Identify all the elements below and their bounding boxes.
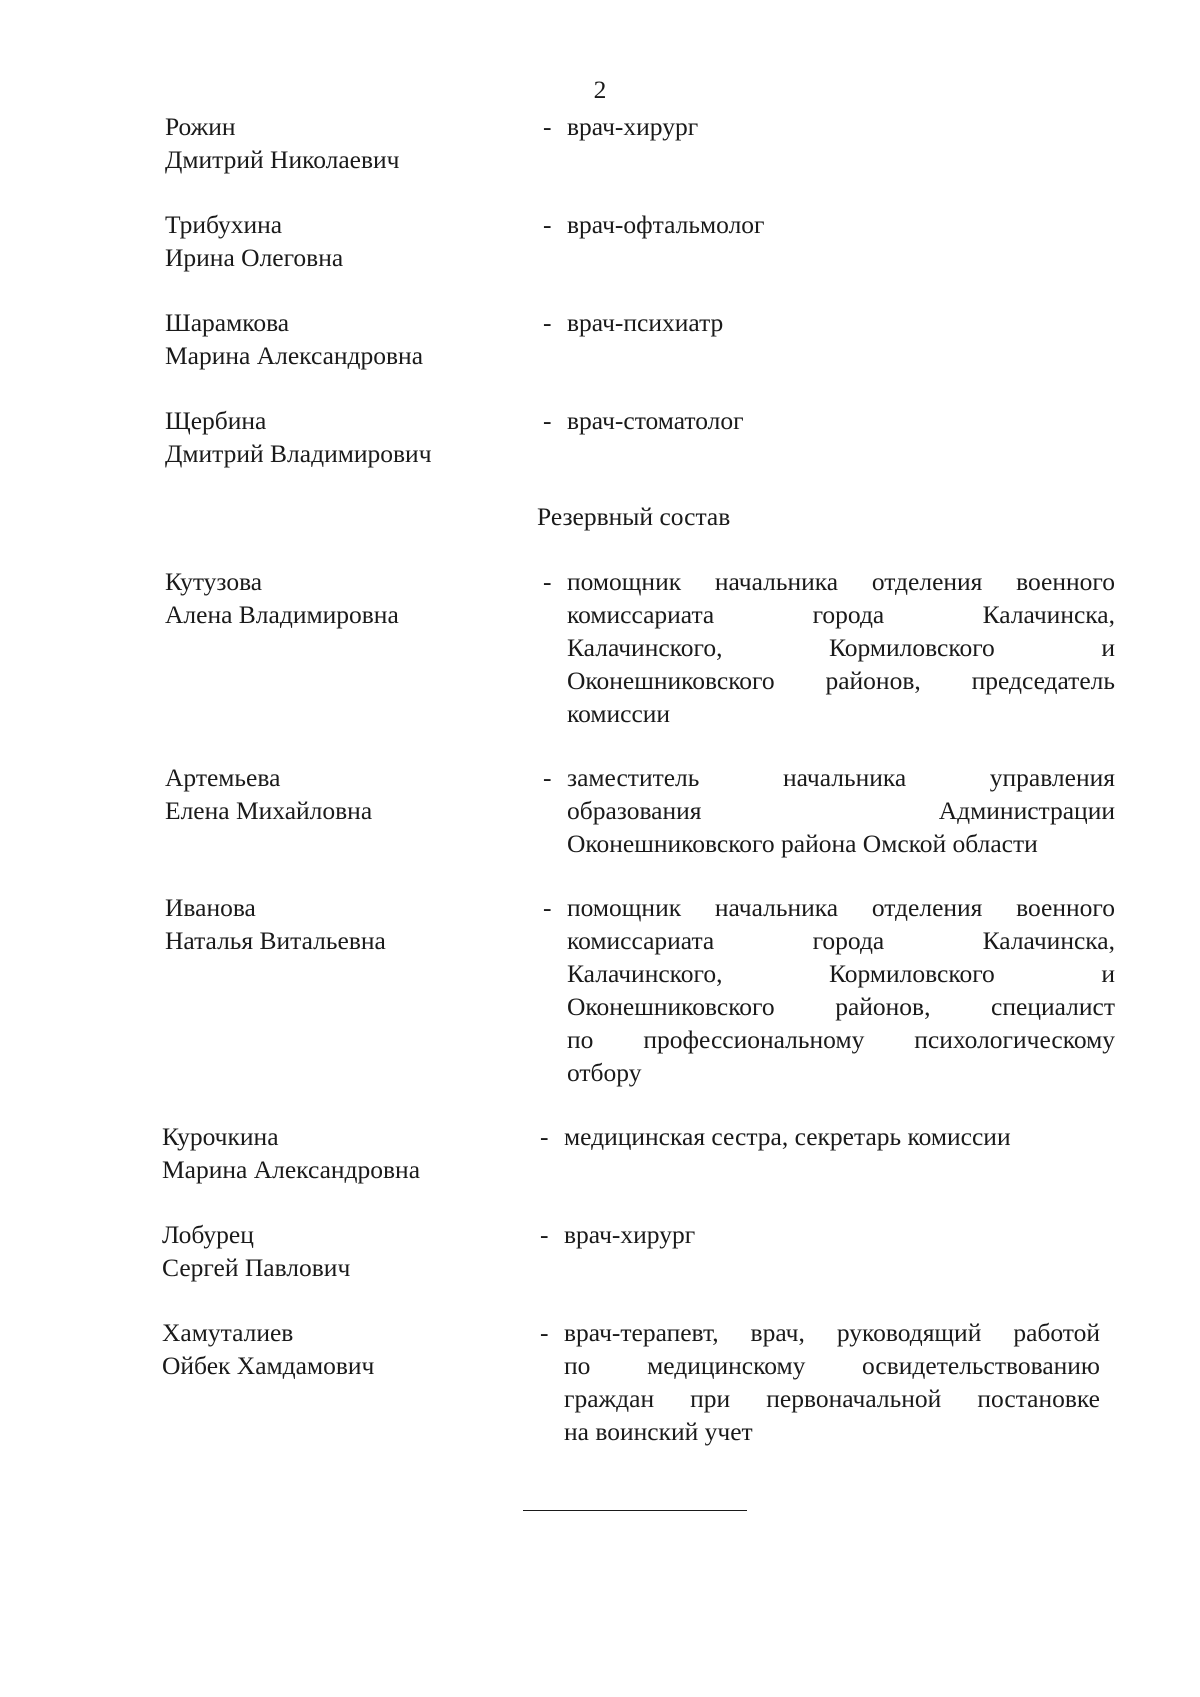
member-name [165,761,525,827]
member-role [564,1120,1112,1153]
list-dash: - [543,406,552,435]
member-given-name: Марина Александровна [162,1155,421,1184]
role-line: врач-хирург [567,112,699,141]
member-name [162,1316,522,1382]
member-given-name: Алена Владимировна [165,600,399,629]
member-given-name: Елена Михайловна [165,796,373,825]
member-given-name: Дмитрий Николаевич [165,145,400,174]
member-surname: Курочкина [162,1122,279,1151]
member-given-name: Марина Александровна [165,341,424,370]
role-line: по профессиональному психологическому [567,1025,1115,1054]
role-line: комиссии [567,699,671,728]
member-surname: Кутузова [165,567,263,596]
member-surname: Лобурец [162,1220,254,1249]
member-given-name: Сергей Павлович [162,1253,351,1282]
role-line: врач-хирург [564,1220,696,1249]
role-line: врач-терапевт, врач, руководящий работой [564,1318,1100,1347]
list-dash: - [540,1220,549,1249]
role-line: Оконешниковского районов, специалист [567,992,1115,1021]
list-dash: - [543,308,552,337]
member-surname: Артемьева [165,763,281,792]
list-dash: - [543,210,552,239]
member-surname: Щербина [165,406,267,435]
member-surname: Хамуталиев [162,1318,294,1347]
member-name [165,565,525,631]
member-given-name: Ойбек Хамдамович [162,1351,375,1380]
member-name [165,208,525,274]
role-line: комиссариата города Калачинска, [567,926,1115,955]
list-dash: - [543,567,552,596]
role-line: по медицинскому освидетельствованию [564,1351,1100,1380]
member-name [165,404,525,470]
member-role [567,110,1037,143]
member-name [162,1120,522,1186]
role-line: Калачинского, Кормиловского и [567,959,1115,988]
list-dash: - [543,112,552,141]
member-role [564,1218,1112,1251]
member-given-name: Наталья Витальевна [165,926,386,955]
role-line: Оконешниковского районов, председатель [567,666,1115,695]
member-given-name: Ирина Олеговна [165,243,344,272]
role-line: врач-офтальмолог [567,210,765,239]
role-line: Оконешниковского района Омской области [567,829,1038,858]
member-surname: Рожин [165,112,236,141]
role-line: образования Администрации [567,796,1115,825]
member-role [567,404,1037,437]
member-name [162,1218,522,1284]
member-surname: Трибухина [165,210,283,239]
member-role [564,1316,1100,1448]
member-surname: Иванова [165,893,256,922]
list-dash: - [540,1318,549,1347]
member-role [567,761,1115,860]
role-line: заместитель начальника управления [567,763,1115,792]
role-line: отбору [567,1058,642,1087]
member-role [567,565,1115,730]
member-name [165,891,525,957]
role-line: Калачинского, Кормиловского и [567,633,1115,662]
member-role [567,306,1037,339]
member-surname: Шарамкова [165,308,290,337]
role-line: врач-психиатр [567,308,724,337]
end-rule [523,1510,747,1511]
role-line: врач-стоматолог [567,406,744,435]
member-name [165,110,525,176]
member-given-name: Дмитрий Владимирович [165,439,432,468]
list-dash: - [540,1122,549,1151]
role-line: граждан при первоначальной постановке [564,1384,1100,1413]
page-number: 2 [593,75,607,104]
member-name [165,306,525,372]
member-role [567,891,1115,1089]
member-role [567,208,1037,241]
list-dash: - [543,763,552,792]
role-line: на воинский учет [564,1417,753,1446]
role-line: комиссариата города Калачинска, [567,600,1115,629]
list-dash: - [543,893,552,922]
role-line: помощник начальника отделения военного [567,567,1115,596]
role-line: медицинская сестра, секретарь комиссии [564,1122,1011,1151]
reserve-section-title: Резервный состав [537,502,731,531]
role-line: помощник начальника отделения военного [567,893,1115,922]
